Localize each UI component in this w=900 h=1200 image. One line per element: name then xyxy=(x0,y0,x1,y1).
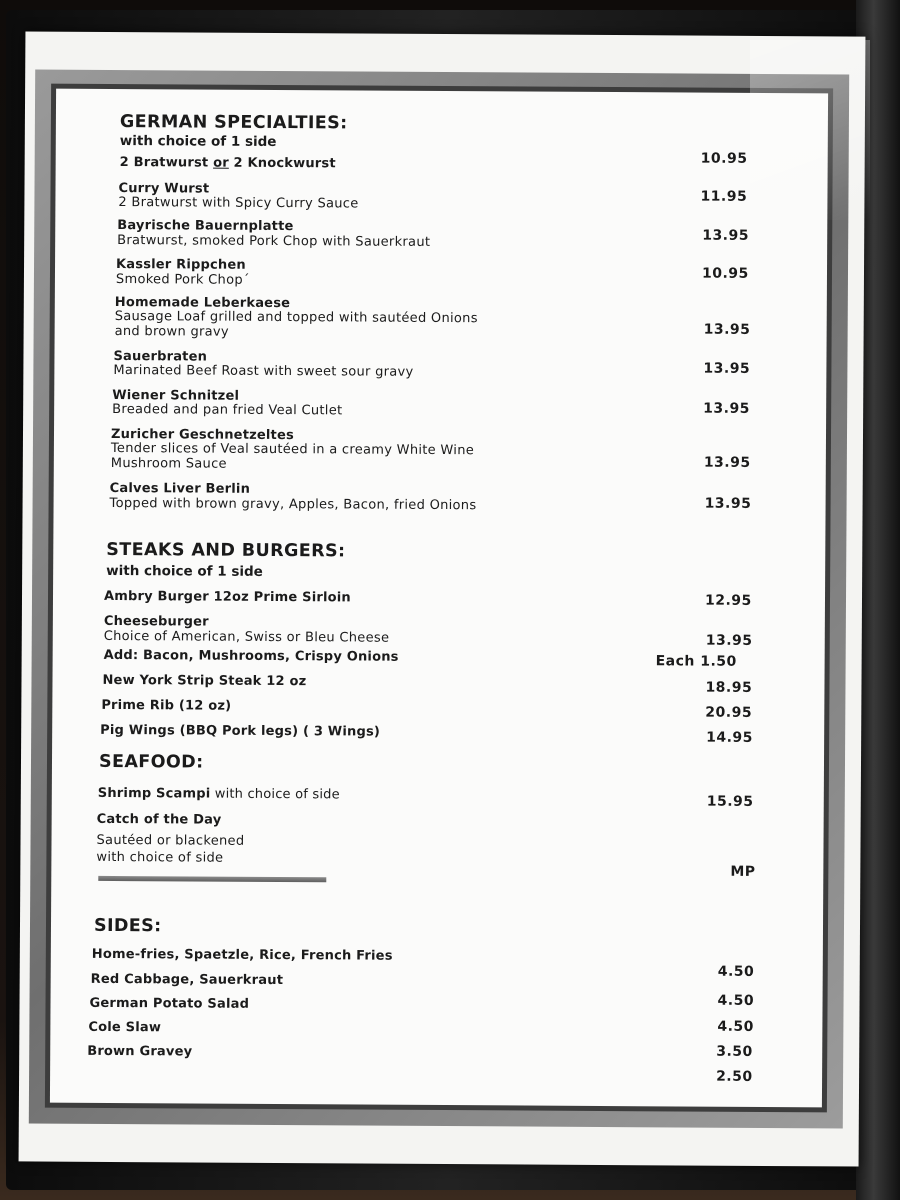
menu-item-desc: Bratwurst, smoked Pork Chop with Sauerkraut xyxy=(117,233,431,250)
menu-item-price: Each 1.50 xyxy=(655,653,737,670)
menu-content xyxy=(19,31,866,1166)
menu-item-price: 18.95 xyxy=(705,679,753,696)
menu-item-desc: with choice of side xyxy=(96,849,224,866)
menu-item-name xyxy=(98,786,340,802)
menu-item-name: Brown Gravey xyxy=(87,1043,193,1060)
menu-item-price: 11.95 xyxy=(700,188,748,205)
menu-item-name: Bayrische Bauernplatte xyxy=(117,218,294,235)
menu-item-desc: Sausage Loaf grilled and topped with sautéed Onions xyxy=(114,308,478,327)
menu-item-name: Zuricher Geschnetzeltes xyxy=(110,426,294,444)
menu-item-price: 4.50 xyxy=(717,992,755,1009)
menu-item-name: Sauerbraten xyxy=(113,348,208,365)
menu-item-name: Ambry Burger 12oz Prime Sirloin xyxy=(103,588,351,606)
german-title: GERMAN SPECIALTIES: xyxy=(119,112,348,134)
menu-item-price: 13.95 xyxy=(703,400,751,417)
menu-item-name: Add: Bacon, Mushrooms, Crispy Onions xyxy=(103,647,399,665)
menu-item-name: Wiener Schnitzel xyxy=(112,387,240,404)
menu-item-name: Prime Rib (12 oz) xyxy=(101,697,232,714)
sides-title: SIDES: xyxy=(93,915,162,937)
section-divider xyxy=(98,876,326,882)
menu-item-price: 13.95 xyxy=(705,632,753,649)
menu-item-name: Cole Slaw xyxy=(88,1019,162,1036)
menu-item-name-part: Shrimp Scampi xyxy=(97,785,211,802)
menu-item-desc: Choice of American, Swiss or Bleu Cheese xyxy=(103,628,390,646)
german-subtitle: with choice of 1 side xyxy=(119,133,277,150)
menu-item-name-or: or xyxy=(213,155,229,171)
menu-item-desc: and brown gravy xyxy=(114,323,229,340)
menu-item-desc: Breaded and pan fried Veal Cutlet xyxy=(112,401,343,419)
menu-item-price: 10.95 xyxy=(701,265,749,282)
menu-item-price: 4.50 xyxy=(717,963,755,980)
menu-item-price: 4.50 xyxy=(717,1018,754,1035)
menu-item-name: Cheeseburger xyxy=(103,613,209,630)
menu-item-name: New York Strip Steak 12 oz xyxy=(102,672,307,690)
menu-item-price: 20.95 xyxy=(705,704,753,721)
menu-item-name-part: 2 Knockwurst xyxy=(228,155,336,172)
menu-item-desc: with choice of side xyxy=(210,786,340,803)
steaks-title: STEAKS AND BURGERS: xyxy=(106,539,346,562)
menu-item-price: 12.95 xyxy=(704,592,752,609)
menu-item-desc: Mushroom Sauce xyxy=(110,455,227,472)
menu-item-price: 2.50 xyxy=(716,1068,753,1085)
menu-item-name: Red Cabbage, Sauerkraut xyxy=(90,971,284,989)
menu-item-price: 13.95 xyxy=(703,454,751,471)
menu-item-name: Homemade Leberkaese xyxy=(114,294,291,312)
menu-item-desc: Marinated Beef Roast with sweet sour gravy xyxy=(113,362,414,380)
menu-item-price: 15.95 xyxy=(706,793,754,810)
menu-item-name: Home-fries, Spaetzle, Rice, French Fries xyxy=(91,946,393,964)
seafood-title: SEAFOOD: xyxy=(98,751,204,773)
menu-item-desc: Tender slices of Veal sautéed in a creamy White Wine xyxy=(110,440,475,459)
menu-item-name: German Potato Salad xyxy=(89,995,250,1012)
steaks-subtitle: with choice of 1 side xyxy=(106,562,263,580)
menu-item-name: Calves Liver Berlin xyxy=(109,480,251,497)
menu-item-name-part: 2 Bratwurst xyxy=(119,155,214,171)
menu-item-desc: Smoked Pork Chop´ xyxy=(115,272,250,288)
menu-item-desc: Sautéed or blackened xyxy=(96,832,245,849)
menu-item-desc: Topped with brown gravy, Apples, Bacon, fried Onions xyxy=(109,495,477,514)
menu-item-name: Catch of the Day xyxy=(96,811,222,828)
menu-item-price: 14.95 xyxy=(706,729,754,746)
menu-item-price: MP xyxy=(730,863,756,880)
menu-item-name: Pig Wings (BBQ Pork legs) ( 3 Wings) xyxy=(100,722,381,740)
menu-item-price: 13.95 xyxy=(702,227,750,244)
menu-item-price: 13.95 xyxy=(704,495,752,512)
menu-page xyxy=(19,31,866,1166)
menu-item-price: 13.95 xyxy=(703,360,751,377)
menu-item-price: 10.95 xyxy=(700,150,748,167)
menu-item-name: Kassler Rippchen xyxy=(115,257,246,273)
menu-item-price: 13.95 xyxy=(703,321,751,338)
menu-item-name: Curry Wurst xyxy=(118,181,210,197)
menu-item-name xyxy=(120,155,336,171)
menu-item-desc: 2 Bratwurst with Spicy Curry Sauce xyxy=(118,195,359,212)
menu-item-price: 3.50 xyxy=(716,1043,753,1060)
